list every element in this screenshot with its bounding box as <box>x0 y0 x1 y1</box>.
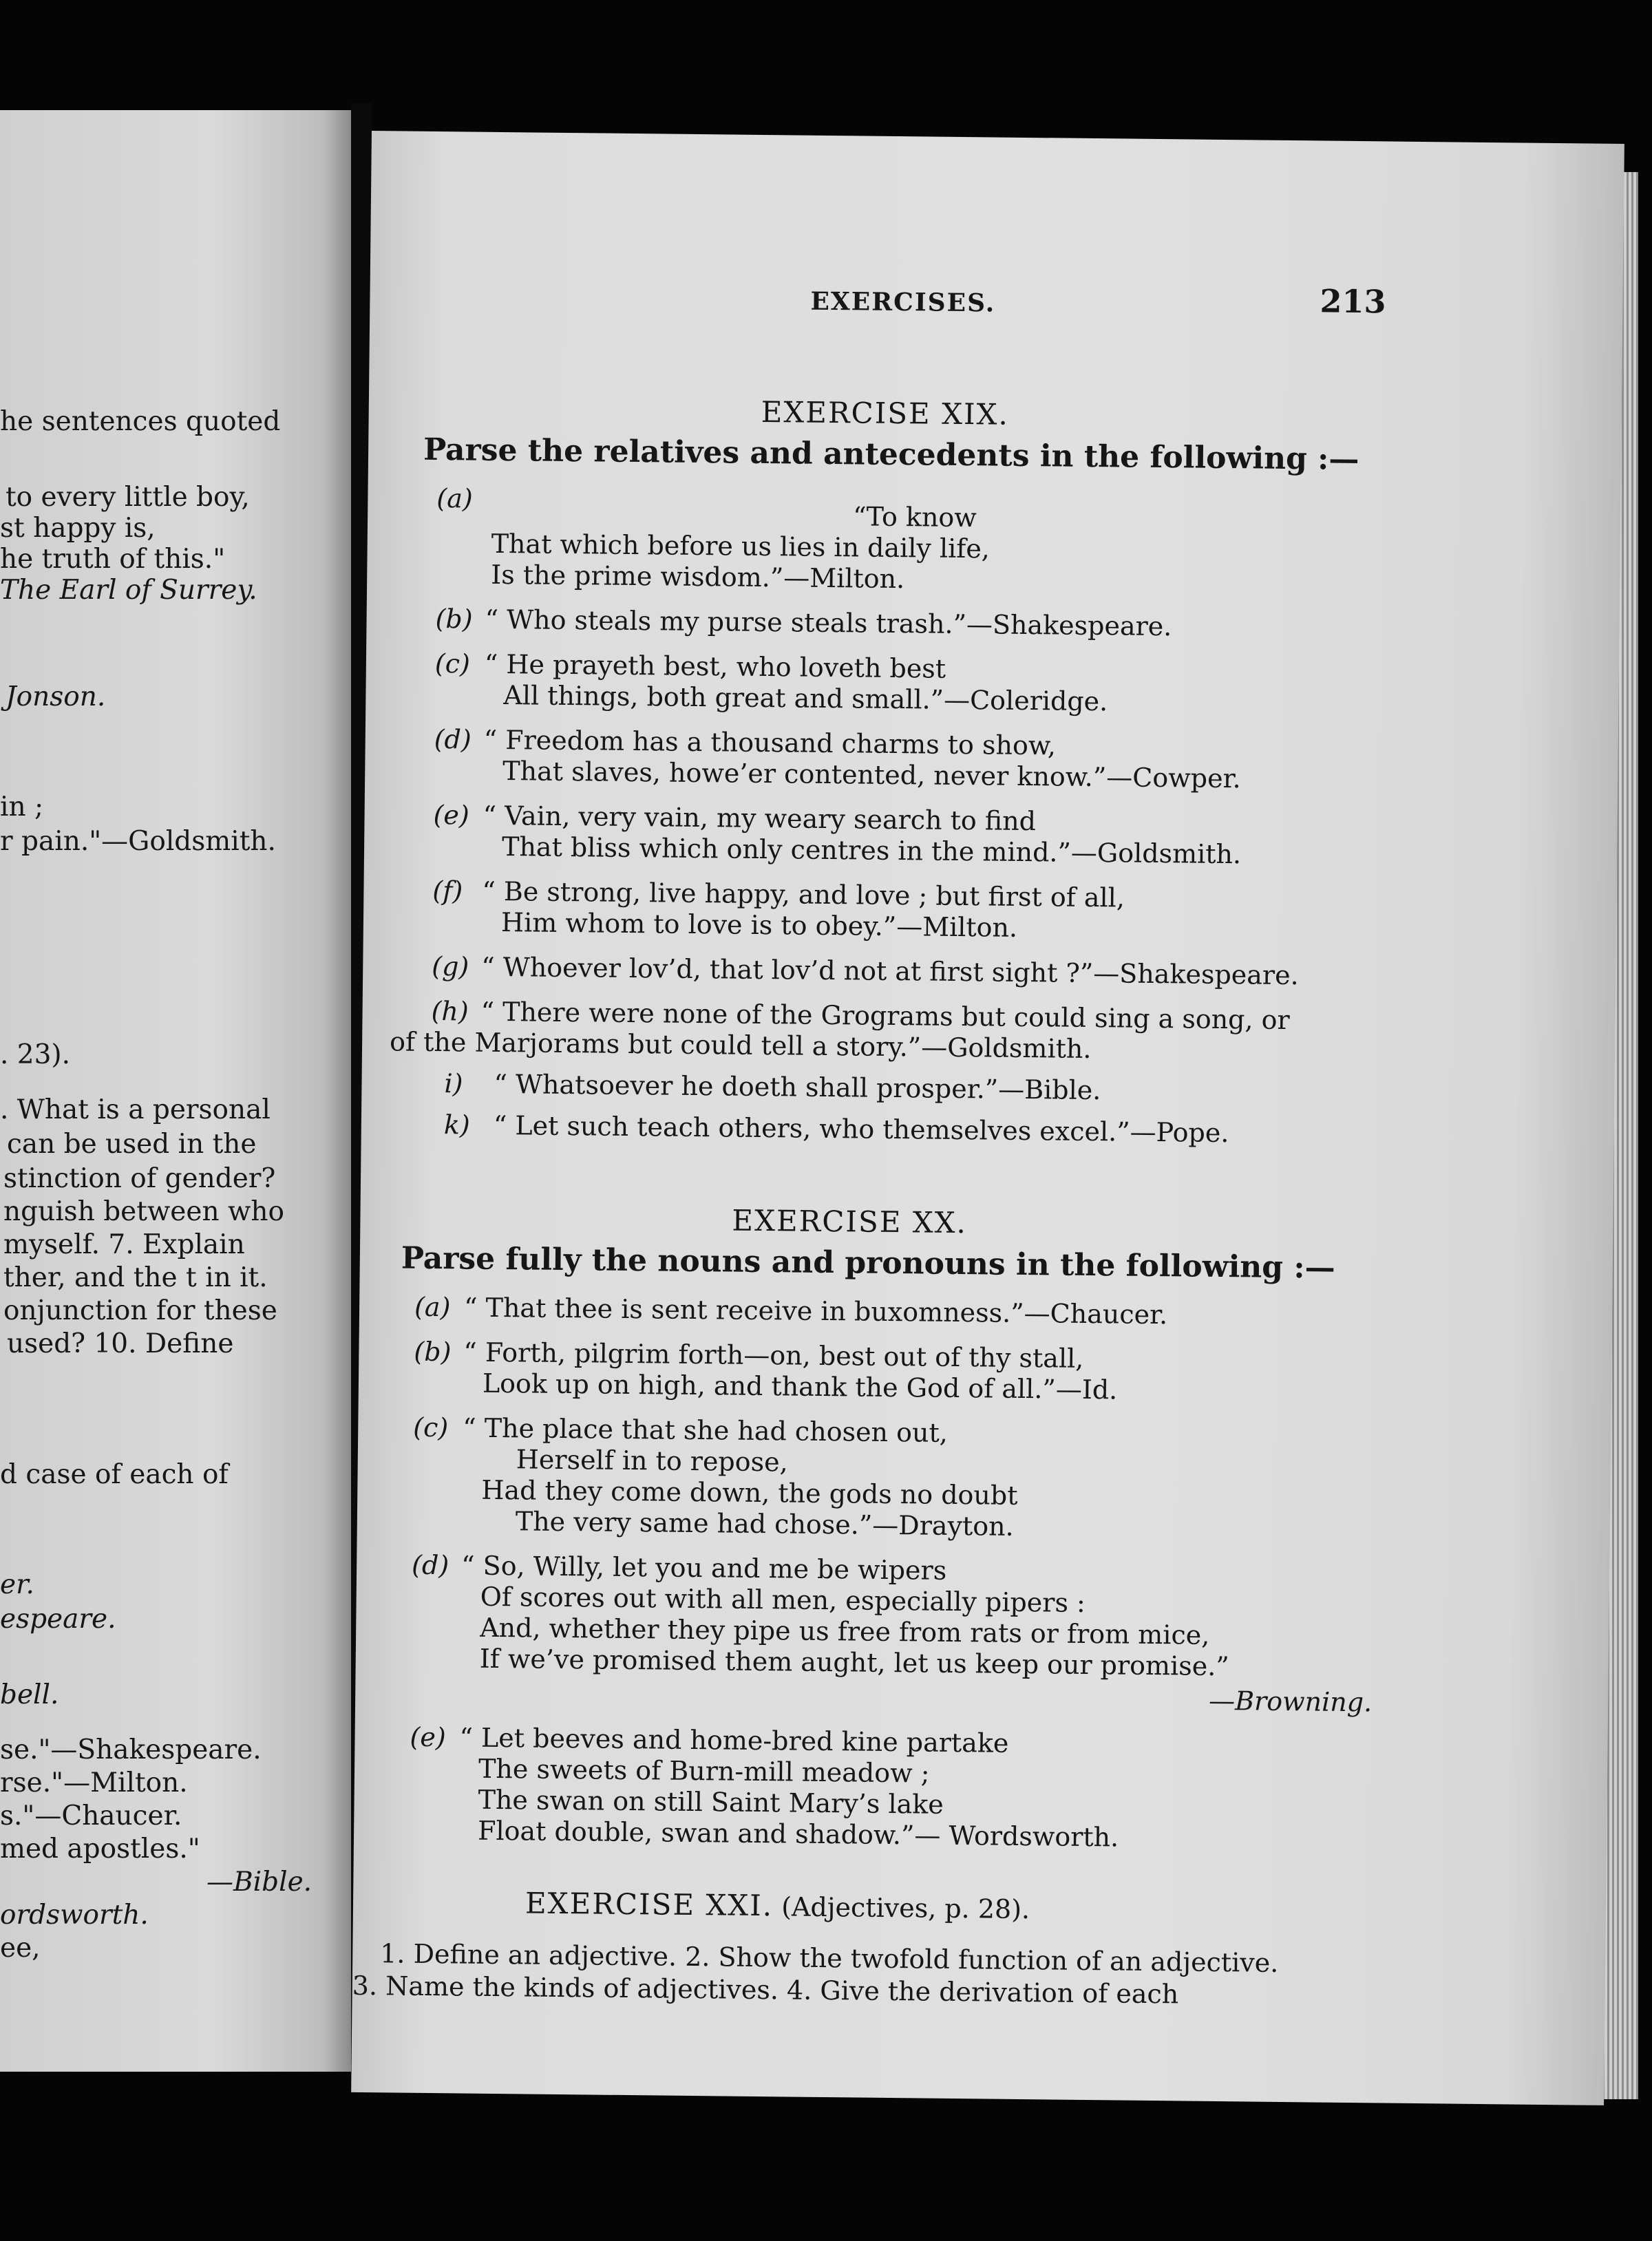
left-page-line: used? 10. Define <box>7 1328 234 1359</box>
ex19-item-f: (f) “ Be strong, live happy, and love ; but first of all, <box>432 875 1125 913</box>
ex19-item-h: (h) “ There were none of the Grograms but could sing a song, or <box>431 995 1290 1036</box>
ex19-e-line-2: That bliss which only centres in the mind.”—Goldsmith. <box>501 831 1242 870</box>
ex19-item-g: (g) “ Whoever lov’d, that lov’d not at first sight ?”—Shakespeare. <box>432 950 1299 991</box>
left-page-line: he sentences quoted <box>0 406 281 437</box>
left-page-line: d case of each of <box>0 1459 229 1490</box>
ex20-item-c: (c) “ The place that she had chosen out, <box>413 1412 949 1448</box>
left-page-line: ordsworth. <box>0 1900 149 1931</box>
ex20-b-line-2: Look up on high, and thank the God of all.”—Id. <box>482 1368 1118 1405</box>
ex19-item-e: (e) “ Vain, very vain, my weary search to find <box>433 799 1037 837</box>
left-page-line: The Earl of Surrey. <box>0 575 257 606</box>
ex19-item-b: (b) “ Who steals my purse steals trash.”—Shakespeare. <box>435 604 1172 642</box>
left-page-line: myself. 7. Explain <box>3 1229 245 1260</box>
ex20-item-d: (d) “ So, Willy, let you and me be wipers <box>411 1549 947 1586</box>
ex20-d-line-3: And, whether they pipe us free from rats or from mice, <box>480 1612 1210 1650</box>
left-page <box>0 110 351 2072</box>
left-page-line: ther, and the t in it. <box>3 1262 268 1293</box>
ex19-item-k: k) “ Let such teach others, who themselves excel.”—Pope. <box>443 1109 1229 1149</box>
left-page-line: he truth of this." <box>0 544 226 575</box>
ex19-h-line-2: of the Marjorams but could tell a story.”—Goldsmith. <box>389 1026 1092 1065</box>
left-page-line: —Bible. <box>206 1867 313 1898</box>
ex20-d-line-4: If we’ve promised them aught, let us keep our promise.” <box>479 1643 1229 1682</box>
left-page-line: to every little boy, <box>6 482 250 513</box>
left-page-line: onjunction for these <box>3 1295 277 1326</box>
ex19-a-line-3: Is the prime wisdom.”—Milton. <box>491 559 905 595</box>
ex20-c-line-2: Herself in to repose, <box>516 1444 788 1478</box>
ex19-d-line-2: That slaves, howe’er contented, never know.”—Cowper. <box>502 756 1241 794</box>
left-page-line: Jonson. <box>6 681 106 712</box>
left-page-line: . What is a personal <box>0 1094 271 1125</box>
ex19-item-d: (d) “ Freedom has a thousand charms to show, <box>434 724 1057 761</box>
ex20-item-b: (b) “ Forth, pilgrim forth—on, best out of thy stall, <box>414 1336 1084 1374</box>
left-page-line: . 23). <box>0 1039 71 1070</box>
ex20-e-line-2: The sweets of Burn-mill meadow ; <box>478 1753 930 1789</box>
left-page-line: espeare. <box>0 1604 116 1635</box>
ex20-item-a: (a) “ That thee is sent receive in buxomness.”—Chaucer. <box>414 1291 1168 1330</box>
left-page-line: nguish between who <box>3 1196 284 1227</box>
ex19-item-c: (c) “ He prayeth best, who loveth best <box>434 648 946 684</box>
exercise-20-instruction: Parse fully the nouns and pronouns in the following :— <box>401 1240 1335 1286</box>
ex20-item-e: (e) “ Let beeves and home-bred kine partake <box>410 1721 1009 1759</box>
ex20-e-line-4: Float double, swan and shadow.”— Wordsworth. <box>477 1815 1119 1853</box>
ex20-d-line-2: Of scores out with all men, especially pipers : <box>480 1581 1086 1618</box>
left-page-line: r pain."—Goldsmith. <box>0 826 276 857</box>
left-page-line: med apostles." <box>0 1834 200 1865</box>
left-page-line: can be used in the <box>7 1129 257 1160</box>
left-page-line: s."—Chaucer. <box>0 1801 182 1831</box>
ex20-c-line-3: Had they come down, the gods no doubt <box>481 1474 1018 1511</box>
ex21-line-1: 1. Define an adjective. 2. Show the twofold function of an adjective. <box>380 1938 1279 1978</box>
right-page <box>351 131 1624 2105</box>
left-page-line: rse."—Milton. <box>0 1767 188 1798</box>
ex19-item-i: i) “ Whatsoever he doeth shall prosper.”—Bible. <box>444 1068 1101 1106</box>
left-page-line: in ; <box>0 792 44 822</box>
left-page-line: st happy is, <box>0 513 156 544</box>
left-page-line: er. <box>0 1569 34 1600</box>
left-page-line: bell. <box>0 1679 59 1710</box>
left-page-line: ee, <box>0 1933 41 1964</box>
ex19-label-a: (a) <box>436 483 473 514</box>
ex21-line-2: 3. Name the kinds of adjectives. 4. Give the derivation of each <box>352 1970 1179 2010</box>
left-page-line: stinction of gender? <box>3 1163 276 1194</box>
exercise-19-title: EXERCISE XIX. <box>761 394 1010 432</box>
ex19-c-line-2: All things, both great and small.”—Coleridge. <box>503 680 1108 717</box>
page-number: 213 <box>1320 282 1386 321</box>
ex19-f-line-2: Him whom to love is to obey.”—Milton. <box>500 907 1018 943</box>
exercise-21-heading: EXERCISE XXI. (Adjectives, p. 28). <box>525 1886 1030 1925</box>
ex20-e-line-3: The swan on still Saint Mary’s lake <box>478 1784 944 1820</box>
ex20-c-line-4: The very same had chose.”—Drayton. <box>515 1506 1014 1542</box>
ex19-a-line-1: “To know <box>852 501 977 533</box>
left-page-line: se."—Shakespeare. <box>0 1734 262 1765</box>
running-title: EXERCISES. <box>810 286 996 318</box>
ex20-d-attribution: —Browning. <box>1208 1685 1373 1718</box>
ex19-a-line-2: That which before us lies in daily life, <box>491 528 991 564</box>
exercise-20-title: EXERCISE XX. <box>732 1203 968 1240</box>
exercise-19-instruction: Parse the relatives and antecedents in the following :— <box>423 432 1359 478</box>
